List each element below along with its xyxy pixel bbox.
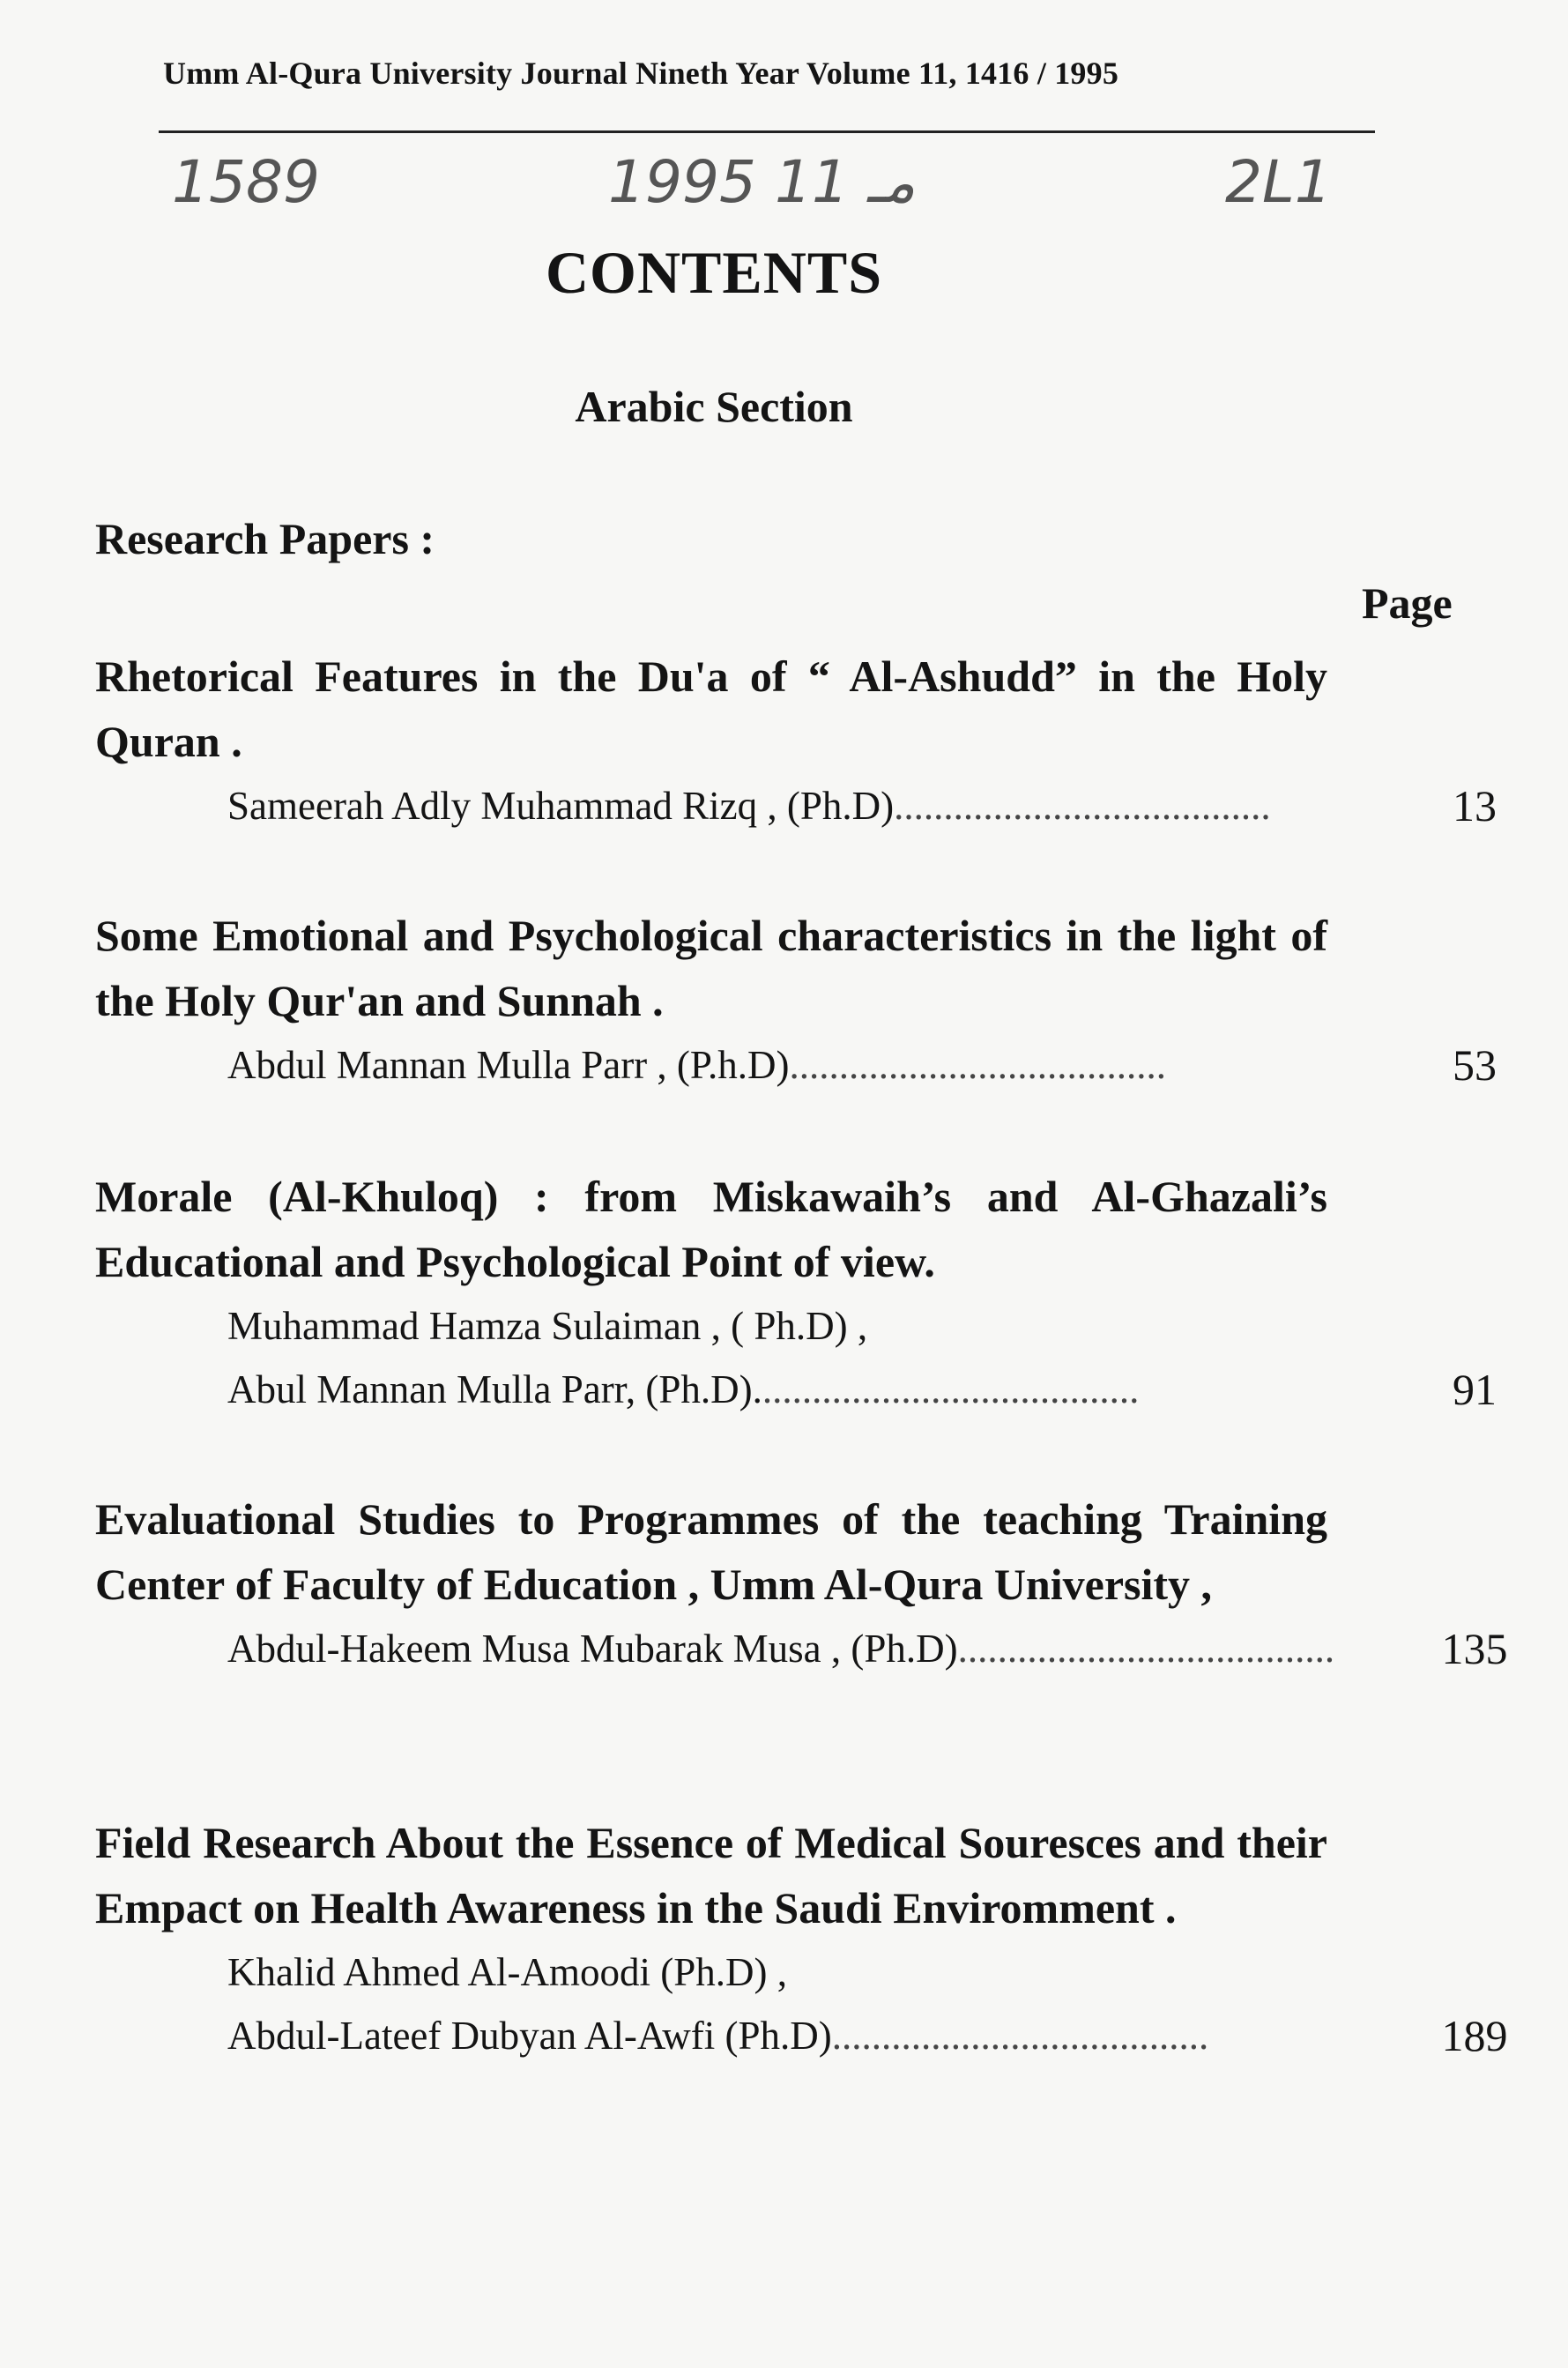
handwritten-note: 1995 مـ 11 (608, 148, 916, 216)
page-column-label: Page (1362, 578, 1453, 628)
paper-title: Morale (Al-Khuloq) : from Miskawaih’s and Al-Ghazali’s Educational and Psychological Point of view. (95, 1172, 1327, 1286)
page-number: 53 (1453, 1040, 1497, 1090)
author-line (95, 1358, 1497, 1421)
author-name: Abdul-Hakeem Musa Mubarak Musa , (Ph.D) (227, 1627, 958, 1671)
author-line (95, 1617, 1508, 1680)
section-title: Arabic Section (575, 382, 853, 431)
leader-dots: ...................................... (762, 1367, 1140, 1411)
paper-title: Some Emotional and Psychological characteristics in the light of the Holy Qur'an and Sunnah . (95, 911, 1327, 1025)
author-name: Abdul-Lateef Dubyan Al-Awfi (Ph.D) (227, 2014, 832, 2058)
handwritten-note: 2L1 (1225, 148, 1332, 216)
page-number: 189 (1441, 2011, 1508, 2060)
paper-title: Field Research About the Essence of Medical Souresces and their Empact on Health Awareness in the Saudi Enviromment . (95, 1818, 1327, 1932)
author-line (95, 2004, 1508, 2067)
header-rule (159, 130, 1375, 133)
author-line (95, 1940, 1327, 2004)
author-line (95, 1033, 1497, 1097)
toc-entry (95, 1486, 1508, 1680)
toc-entry (95, 1810, 1508, 2067)
author-line (95, 774, 1497, 838)
leader-dots: ...................................... (957, 1627, 1335, 1671)
toc-entry (95, 644, 1497, 838)
author-line (95, 1294, 1327, 1358)
research-papers-label: Research Papers : (95, 514, 435, 563)
leader-dots: ...................................... (831, 2014, 1209, 2058)
page-number: 91 (1453, 1365, 1497, 1414)
contents-title: CONTENTS (545, 239, 883, 306)
paper-title: Evaluational Studies to Programmes of the teaching Training Center of Faculty of Education , Umm Al-Qura University , (95, 1494, 1327, 1609)
page-number: 135 (1441, 1624, 1508, 1673)
author-name: Abul Mannan Mulla Parr, (Ph.D). (227, 1367, 762, 1411)
leader-dots: ...................................... (894, 784, 1271, 828)
page-number: 13 (1453, 781, 1497, 830)
author-name: Sameerah Adly Muhammad Rizq , (Ph.D) (227, 784, 895, 828)
leader-dots: ...................................... (789, 1043, 1166, 1087)
author-name: Muhammad Hamza Sulaiman , ( Ph.D) , (227, 1304, 868, 1348)
paper-title: Rhetorical Features in the Du'a of “ Al-Ashudd” in the Holy Quran . (95, 652, 1327, 766)
handwritten-note: 1589 (172, 148, 320, 216)
author-name: Abdul Mannan Mulla Parr , (P.h.D) (227, 1043, 790, 1087)
journal-header: Umm Al-Qura University Journal Nineth Year Volume 11, 1416 / 1995 (163, 56, 1119, 91)
toc-entry (95, 903, 1497, 1097)
toc-entry (95, 1164, 1497, 1421)
author-name: Khalid Ahmed Al-Amoodi (Ph.D) , (227, 1950, 787, 1994)
